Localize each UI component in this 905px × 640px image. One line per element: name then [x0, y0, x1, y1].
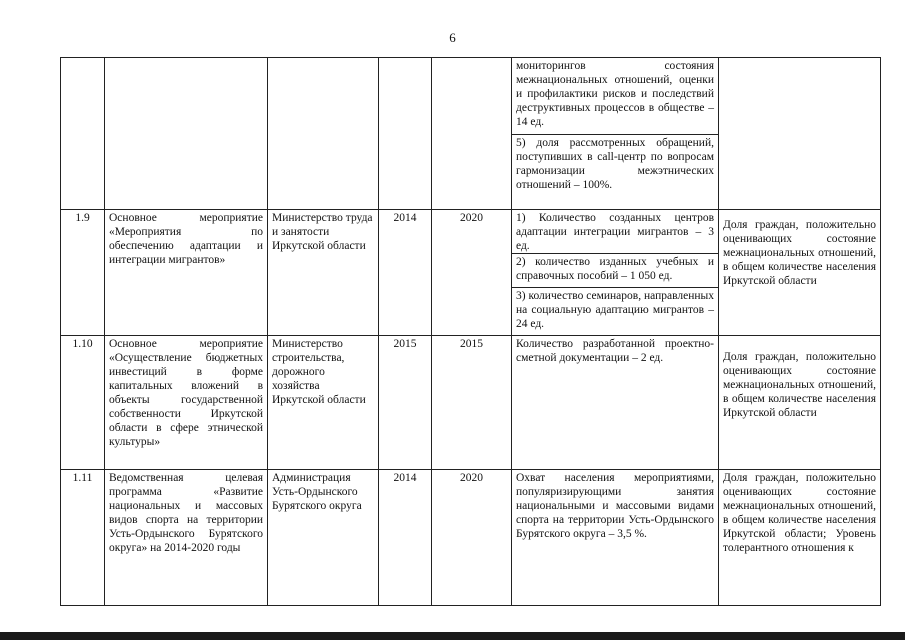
activity-cell: Основное мероприятие «Осуществление бюджетных инвестиций в форме капитальных вложений в объекты государственной собственности Иркутской области в сфере этнической культуры»	[105, 336, 268, 470]
program-table	[60, 57, 881, 606]
table-row	[61, 336, 881, 470]
year-start-cell: 2015	[379, 336, 432, 470]
indicator-item: 5) доля рассмотренных обращений, поступивших в call-центр по вопросам гармонизации межэтнических отношений – 100%.	[512, 134, 718, 193]
year-end-cell: 2020	[432, 470, 512, 606]
scan-edge	[0, 632, 905, 640]
table-row	[61, 58, 881, 210]
executor-cell	[268, 58, 379, 210]
indicators-cell: Количество разработанной проектно-сметной документации – 2 ед.	[512, 336, 719, 470]
year-end-cell: 2020	[432, 210, 512, 336]
executor-cell: Министерство строительства, дорожного хозяйства Иркутской области	[268, 336, 379, 470]
executor-cell: Министерство труда и занятости Иркутской области	[268, 210, 379, 336]
result-cell: Доля граждан, положительно оценивающих состояние межнациональных отношений, в общем количестве населения Иркутской области	[719, 336, 881, 470]
indicators-cell	[512, 210, 719, 336]
result-cell: Доля граждан, положительно оценивающих состояние межнациональных отношений, в общем количестве населения Иркутской области	[719, 210, 881, 336]
indicators-cell	[512, 58, 719, 210]
row-number: 1.9	[61, 210, 105, 336]
year-start-cell: 2014	[379, 470, 432, 606]
result-cell: Доля граждан, положительно оценивающих состояние межнациональных отношений, в общем количестве населения Иркутской области; Уровень толерантного отношения к	[719, 470, 881, 606]
table-row	[61, 470, 881, 606]
activity-cell: Ведомственная целевая программа «Развитие национальных и массовых видов спорта на территории Усть-Ордынского Бурятского округа» на 2014-2020 годы	[105, 470, 268, 606]
indicator-item: 1) Количество созданных центров адаптации интеграции мигрантов – 3 ед.	[516, 212, 714, 252]
table-row	[61, 210, 881, 336]
activity-cell	[105, 58, 268, 210]
year-start-cell	[379, 58, 432, 210]
activity-cell: Основное мероприятие «Мероприятия по обеспечению адаптации и интеграции мигрантов»	[105, 210, 268, 336]
indicator-item: 3) количество семинаров, направленных на социальную адаптацию мигрантов – 24 ед.	[512, 287, 718, 332]
year-start-cell: 2014	[379, 210, 432, 336]
indicators-cell: Охват населения мероприятиями, популяризирующими занятия национальными и массовыми видами спорта на территории Усть-Ордынского Бурятского округа – 3,5 %.	[512, 470, 719, 606]
indicator-item: 2) количество изданных учебных и справочных пособий – 1 050 ед.	[512, 253, 718, 287]
indicator-item: мониторингов состояния межнациональных отношений, оценки и профилактики рисков и последствий деструктивных процессов в обществе – 14 ед.	[516, 60, 714, 128]
year-end-cell	[432, 58, 512, 210]
row-number: 1.11	[61, 470, 105, 606]
page-number: 6	[449, 30, 456, 45]
row-number	[61, 58, 105, 210]
result-cell	[719, 58, 881, 210]
executor-cell: Администрация Усть-Ордынского Бурятского округа	[268, 470, 379, 606]
year-end-cell: 2015	[432, 336, 512, 470]
row-number: 1.10	[61, 336, 105, 470]
